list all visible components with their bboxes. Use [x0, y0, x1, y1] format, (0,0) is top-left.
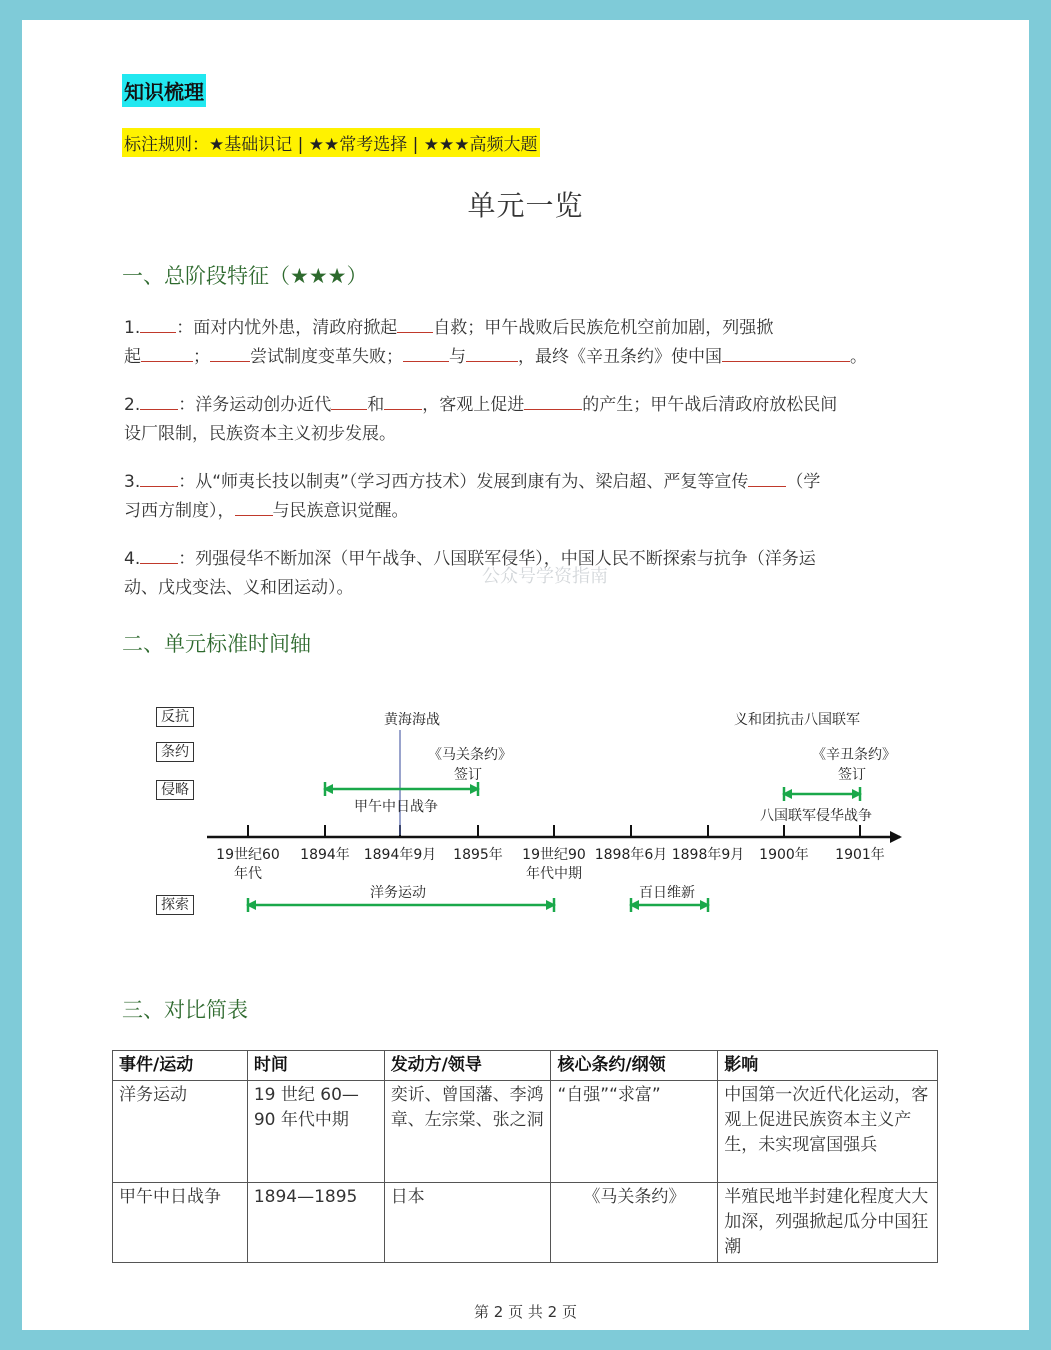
table-cell: 中国第一次近代化运动，客观上促进民族资本主义产生，未实现富国强兵 — [718, 1081, 938, 1183]
tick-label-line1: 1894年9月 — [363, 847, 437, 863]
section1-heading: 一、总阶段特征（★★★） — [122, 264, 368, 288]
table-cell: 日本 — [384, 1183, 551, 1263]
section3-heading: 三、对比简表 — [122, 998, 248, 1022]
row-label-invasion: 侵略 — [156, 780, 194, 800]
paragraph-4: 4. ：列强侵华不断加深（甲午战争、八国联军侵华），中国人民不断探索与抗争（洋务运 动、戊戌变法、义和团运动）。 — [124, 545, 944, 603]
event-eightnation-war: 八国联军侵华战争 — [760, 808, 872, 824]
tick-label-line1: 19世纪60 — [216, 847, 280, 863]
table-cell: 奕䜣、曾国藩、李鸿章、左宗棠、张之洞 — [384, 1081, 551, 1183]
row-label-resist: 反抗 — [156, 707, 194, 727]
tick-label-line2: 年代 — [234, 866, 262, 882]
timeline-ticks — [248, 825, 860, 837]
comparison-table — [112, 1050, 938, 1263]
table-header-row — [113, 1051, 938, 1081]
event-xinchou: 《辛丑条约》 — [812, 747, 896, 763]
tick-label-line1: 1898年9月 — [671, 847, 745, 863]
table-cell: 洋务运动 — [113, 1081, 248, 1183]
table-cell: 半殖民地半封建化程度大大加深，列强掀起瓜分中国狂潮 — [718, 1183, 938, 1263]
section2-heading: 二、单元标准时间轴 — [122, 632, 311, 656]
table-header-cell: 影响 — [718, 1051, 938, 1081]
table-cell: 19 世纪 60—90 年代中期 — [247, 1081, 384, 1183]
event-shimonoseki: 《马关条约》 — [428, 747, 512, 763]
tick-label-line2: 年代中期 — [526, 866, 582, 882]
table-cell: 1894—1895 — [247, 1183, 384, 1263]
page-title: 单元一览 — [467, 189, 584, 222]
watermark: 公众号学资指南 — [482, 566, 608, 587]
tick-label — [800, 846, 920, 865]
table-header-cell: 发动方/领导 — [384, 1051, 551, 1081]
knowledge-tag: 知识梳理 — [122, 74, 206, 107]
tick-label-line1: 1895年 — [453, 847, 503, 863]
tick-label-line1: 1900年 — [759, 847, 809, 863]
event-shimonoseki-signed: 签订 — [454, 767, 482, 783]
event-xinchou-signed: 签订 — [838, 767, 866, 783]
tick-label-line1: 1901年 — [835, 847, 885, 863]
page-footer: 第 2 页 共 2 页 — [474, 1303, 577, 1321]
event-boxer: 义和团抗击八国联军 — [734, 712, 860, 728]
table-header-cell: 事件/运动 — [113, 1051, 248, 1081]
table-header-cell: 核心条约/纲领 — [551, 1051, 718, 1081]
row-label-explore: 探索 — [156, 895, 194, 915]
table-cell: “自强”“求富” — [551, 1081, 718, 1183]
tick-label-line1: 1894年 — [300, 847, 350, 863]
tick-label-line1: 1898年6月 — [594, 847, 668, 863]
event-reform: 百日维新 — [639, 885, 695, 901]
table-header-cell: 时间 — [247, 1051, 384, 1081]
document-page — [22, 20, 1029, 1330]
paragraph-3: 3. ：从“师夷长技以制夷”（学习西方技术）发展到康有为、梁启超、严复等宣传 （学 习西方制度）， 与民族意识觉醒。 — [124, 468, 944, 526]
event-battle: 黄海海战 — [384, 712, 440, 728]
table-cell: 《马关条约》 — [551, 1183, 718, 1263]
event-self-strengthening: 洋务运动 — [370, 885, 426, 901]
table-row — [113, 1183, 938, 1263]
paragraph-2: 2. ：洋务运动创办近代 和 ，客观上促进 的产生；甲午战后清政府放松民间 设厂限制，民族资本主义初步发展。 — [124, 391, 944, 449]
tick-label-line1: 19世纪90 — [522, 847, 586, 863]
table-cell: 甲午中日战争 — [113, 1183, 248, 1263]
row-label-treaty: 条约 — [156, 742, 194, 762]
paragraph-1: 1. ：面对内忧外患，清政府掀起 自救；甲午战败后民族危机空前加剧，列强掀 起 ； 尝试制度变革失败； 与 ，最终《辛丑条约》使中国 。 — [124, 314, 944, 372]
event-sinojapan-war: 甲午中日战争 — [354, 799, 438, 815]
table-row — [113, 1081, 938, 1183]
annotation-rule: 标注规则：★基础识记 | ★★常考选择 | ★★★高频大题 — [122, 128, 540, 157]
